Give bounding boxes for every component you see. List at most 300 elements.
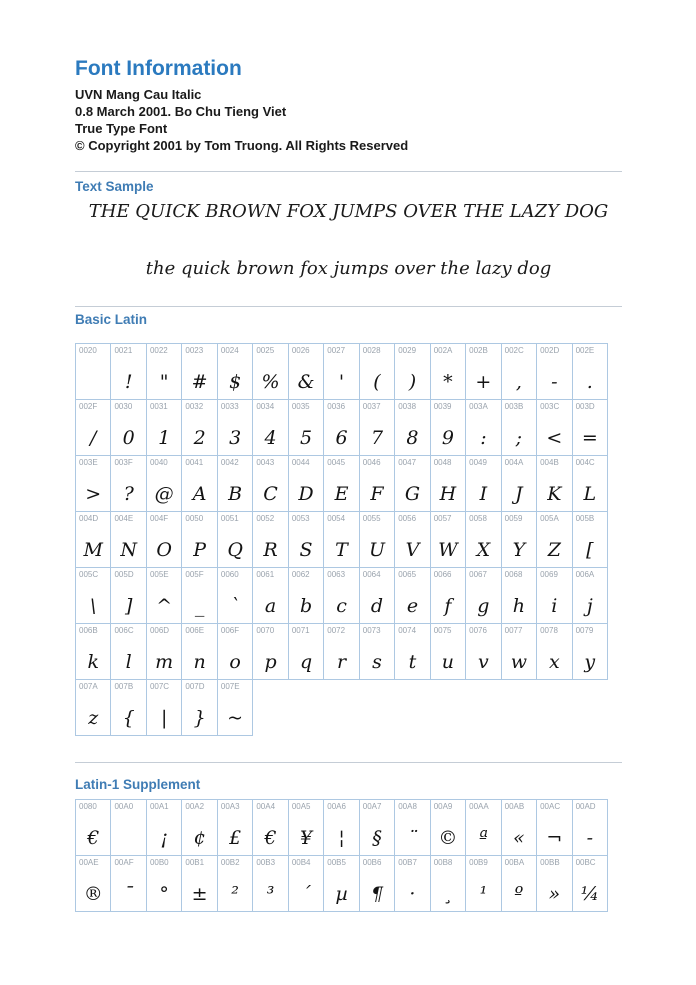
glyph: ) [408,371,417,393]
glyph: B [228,483,243,505]
glyph-cell [110,399,146,456]
glyph: £ [229,827,242,849]
glyph-cell [110,343,146,400]
glyph: ? [123,483,134,505]
latin1-supplement-heading: Latin-1 Supplement [75,777,201,792]
glyph-cell [430,343,466,400]
glyph-cell [217,799,253,856]
codepoint-label: 0076 [469,626,487,635]
glyph-cell [181,623,217,680]
glyph: ! [124,371,133,393]
glyph-cell [359,623,395,680]
glyph: 3 [229,427,242,449]
glyph: f [444,595,452,617]
codepoint-label: 0055 [362,514,381,523]
codepoint-label: 0061 [256,570,275,579]
codepoint-label: 002C [504,346,524,355]
glyph: ¹ [479,883,488,905]
codepoint-label: 0058 [469,514,487,523]
codepoint-label: 0072 [327,626,346,635]
codepoint-label: 0039 [433,402,452,411]
glyph: } [193,707,206,729]
glyph-cell [430,511,466,568]
glyph: ¶ [370,883,384,905]
glyph-cell [394,567,430,624]
codepoint-label: 0068 [504,570,523,579]
codepoint-label: 00B3 [256,858,276,867]
glyph-cell [323,623,359,680]
glyph-cell [501,567,537,624]
glyph-cell [181,799,217,856]
font-type: True Type Font [75,121,168,136]
glyph-cell [110,679,146,736]
glyph-cell [501,799,537,856]
codepoint-label: 00A7 [362,802,382,811]
codepoint-label: 006F [220,626,240,635]
divider [75,171,622,172]
codepoint-label: 007D [185,682,205,691]
codepoint-label: 00AB [504,802,525,811]
codepoint-label: 0057 [433,514,452,523]
glyph: § [372,827,382,849]
glyph: I [479,483,488,505]
glyph-cell [323,343,359,400]
codepoint-label: 00B0 [149,858,169,867]
codepoint-label: 00B6 [362,858,382,867]
glyph: ¥ [300,827,313,849]
glyph-cell [217,399,253,456]
codepoint-label: 00A1 [149,802,169,811]
glyph: i [551,595,558,617]
glyph: [ [586,539,594,561]
glyph: + [475,371,492,393]
glyph-table-row [75,623,622,680]
codepoint-label: 00A4 [256,802,276,811]
glyph: Y [512,539,526,561]
codepoint-label: 0044 [291,458,310,467]
codepoint-label: 0023 [185,346,204,355]
glyph-cell [252,799,288,856]
glyph-cell [430,455,466,512]
glyph-cell [323,455,359,512]
glyph: | [160,707,168,729]
glyph: e [406,595,419,617]
glyph: , [515,371,522,393]
codepoint-label: 00B9 [469,858,488,867]
glyph-cell [536,855,572,912]
glyph-cell [146,343,182,400]
glyph-cell [430,623,466,680]
codepoint-label: 00A0 [114,802,134,811]
glyph-cell [252,399,288,456]
glyph: · [409,883,416,905]
codepoint-label: 006D [149,626,170,635]
glyph: m [155,651,174,673]
glyph: ² [231,883,239,905]
glyph-cell [252,343,288,400]
codepoint-label: 005B [575,514,595,523]
glyph: 1 [158,427,171,449]
glyph: ~ [227,707,244,729]
glyph: C [263,483,278,505]
codepoint-label: 007E [220,682,240,691]
glyph: 2 [193,427,206,449]
glyph-cell [181,343,217,400]
glyph: 7 [370,427,384,449]
glyph-cell [252,623,288,680]
glyph-table-row [75,343,622,400]
codepoint-label: 0022 [149,346,168,355]
codepoint-label: 006C [114,626,134,635]
glyph-cell [359,511,395,568]
codepoint-label: 0069 [540,570,558,579]
glyph-cell [430,567,466,624]
glyph: ] [124,595,133,617]
glyph-cell [110,799,146,856]
codepoint-label: 0080 [79,802,97,811]
glyph: < [546,427,563,449]
glyph-cell [501,399,537,456]
font-name: UVN Mang Cau Italic [75,87,202,102]
codepoint-label: 00AF [114,858,134,867]
codepoint-label: 0049 [469,458,487,467]
glyph: z [88,707,99,729]
glyph-cell [536,343,572,400]
glyph-cell [75,623,111,680]
codepoint-label: 0032 [185,402,204,411]
codepoint-label: 0021 [114,346,133,355]
glyph: A [192,483,207,505]
codepoint-label: 0033 [220,402,239,411]
glyph: ¬ [546,827,563,849]
glyph: ¯ [123,883,134,905]
glyph-cell [536,511,572,568]
glyph: q [299,651,313,673]
sample-text-lowercase: the quick brown fox jumps over the lazy dog [145,258,552,279]
glyph-cell [110,567,146,624]
glyph: 0 [122,427,135,449]
glyph: U [368,539,385,561]
codepoint-label: 00B5 [327,858,346,867]
glyph: P [193,539,207,561]
basic-latin-glyph-table [75,343,622,735]
codepoint-label: 0027 [327,346,346,355]
glyph-cell [288,343,324,400]
glyph: # [191,371,208,393]
glyph: k [87,651,99,673]
codepoint-label: 006E [185,626,205,635]
glyph-table-row [75,855,622,912]
glyph: W [438,539,458,561]
glyph-cell [217,679,253,736]
glyph-cell [394,855,430,912]
glyph: ® [83,883,103,905]
codepoint-label: 0030 [114,402,133,411]
codepoint-label: 0038 [398,402,417,411]
codepoint-label: 002D [540,346,560,355]
glyph: D [298,483,314,505]
divider [75,306,622,307]
codepoint-label: 0052 [256,514,275,523]
glyph-cell [181,455,217,512]
glyph-cell [572,799,608,856]
glyph: l [125,651,132,673]
glyph: E [334,483,349,505]
glyph-cell [536,623,572,680]
glyph: x [548,651,560,673]
glyph: º [514,883,524,905]
glyph-cell [217,855,253,912]
codepoint-label: 0075 [433,626,452,635]
codepoint-label: 00BB [540,858,560,867]
codepoint-label: 003E [79,458,98,467]
glyph: « [513,827,525,849]
codepoint-label: 00B1 [185,858,205,867]
glyph-cell [465,399,501,456]
codepoint-label: 0045 [327,458,346,467]
glyph-cell [181,855,217,912]
glyph-cell [359,399,395,456]
glyph: h [512,595,525,617]
glyph-cell [252,855,288,912]
glyph-cell [501,855,537,912]
codepoint-label: 0071 [291,626,310,635]
codepoint-label: 00A5 [291,802,311,811]
codepoint-label: 0025 [256,346,275,355]
codepoint-label: 00B7 [398,858,417,867]
glyph: v [478,651,489,673]
glyph-cell [323,511,359,568]
codepoint-label: 004C [575,458,595,467]
text-sample-heading: Text Sample [75,179,154,194]
codepoint-label: 0051 [220,514,239,523]
codepoint-label: 00BA [504,858,525,867]
glyph: g [477,595,490,617]
glyph-cell [572,455,608,512]
codepoint-label: 0046 [362,458,381,467]
codepoint-label: 0078 [540,626,558,635]
glyph: w [510,651,527,673]
glyph-cell [75,399,111,456]
glyph: ³ [266,883,275,905]
codepoint-label: 0050 [185,514,204,523]
glyph: ° [159,883,169,905]
codepoint-label: 006A [575,570,595,579]
glyph-cell [217,511,253,568]
glyph-cell [181,567,217,624]
glyph-cell [75,855,111,912]
glyph: - [586,827,593,849]
codepoint-label: 0041 [185,458,204,467]
codepoint-label: 0074 [398,626,417,635]
codepoint-label: 0054 [327,514,346,523]
glyph-cell [359,567,395,624]
glyph-cell [217,567,253,624]
glyph-cell [217,623,253,680]
codepoint-label: 005C [79,570,99,579]
glyph-cell [323,855,359,912]
glyph: ª [478,827,488,849]
codepoint-label: 00AD [575,802,596,811]
codepoint-label: 0034 [256,402,275,411]
codepoint-label: 002F [79,402,98,411]
glyph: . [586,371,593,393]
codepoint-label: 004B [540,458,559,467]
codepoint-label: 005D [114,570,134,579]
glyph-cell [323,399,359,456]
glyph: d [370,595,384,617]
glyph: ¸ [443,883,453,905]
glyph-cell [394,799,430,856]
glyph-cell [288,799,324,856]
glyph-cell [146,567,182,624]
glyph-cell [430,799,466,856]
glyph-cell [394,511,430,568]
glyph: n [193,651,206,673]
glyph: µ [335,883,348,905]
codepoint-label: 0077 [504,626,523,635]
glyph: J [515,483,523,505]
glyph: ` [230,595,240,617]
sample-text-uppercase: THE QUICK BROWN FOX JUMPS OVER THE LAZY DOG [88,201,609,222]
codepoint-label: 002A [433,346,453,355]
glyph-cell [359,855,395,912]
glyph-cell [465,511,501,568]
glyph-cell [323,799,359,856]
glyph-cell [359,799,395,856]
glyph: j [586,595,593,617]
codepoint-label: 00B8 [433,858,453,867]
glyph: ¦ [338,827,345,849]
glyph-cell [465,455,501,512]
glyph-cell [572,567,608,624]
glyph: r [336,651,347,673]
glyph: : [480,427,487,449]
glyph: p [264,651,277,673]
glyph-cell [501,623,537,680]
glyph-cell [110,855,146,912]
glyph: ¼ [580,883,599,905]
glyph-cell [572,343,608,400]
glyph: 6 [335,427,348,449]
glyph: 4 [264,427,277,449]
glyph: > [85,483,102,505]
codepoint-label: 003D [575,402,595,411]
codepoint-label: 003B [504,402,524,411]
glyph-cell [146,511,182,568]
glyph-cell [501,511,537,568]
codepoint-label: 0073 [362,626,381,635]
glyph: o [229,651,241,673]
codepoint-label: 0020 [79,346,97,355]
glyph-cell [288,455,324,512]
glyph-cell [252,567,288,624]
glyph-cell [217,343,253,400]
glyph-cell [359,343,395,400]
glyph-cell [394,455,430,512]
glyph: Q [227,539,243,561]
glyph: O [156,539,172,561]
glyph-cell [146,799,182,856]
glyph-cell [110,623,146,680]
codepoint-label: 006B [79,626,98,635]
codepoint-label: 0036 [327,402,346,411]
glyph: { [122,707,135,729]
codepoint-label: 00B2 [220,858,240,867]
codepoint-label: 00A9 [433,802,453,811]
glyph-cell [536,455,572,512]
glyph: u [441,651,455,673]
codepoint-label: 0028 [362,346,381,355]
glyph: © [438,827,458,849]
codepoint-label: 00A2 [185,802,205,811]
codepoint-label: 004D [79,514,99,523]
glyph-cell [146,455,182,512]
glyph: 8 [406,427,419,449]
codepoint-label: 00A3 [220,802,240,811]
glyph-cell [536,799,572,856]
codepoint-label: 0042 [220,458,239,467]
glyph: " [159,371,169,393]
glyph: € [87,827,100,849]
glyph-cell [465,343,501,400]
glyph-cell [465,567,501,624]
codepoint-label: 0024 [220,346,239,355]
codepoint-label: 002B [469,346,488,355]
glyph-cell [181,679,217,736]
glyph: b [299,595,313,617]
codepoint-label: 0048 [433,458,452,467]
glyph: ' [338,371,345,393]
glyph: L [583,483,597,505]
codepoint-label: 00AC [540,802,561,811]
codepoint-label: 004A [504,458,524,467]
codepoint-label: 0053 [291,514,310,523]
codepoint-label: 0056 [398,514,417,523]
codepoint-label: 0029 [398,346,417,355]
glyph-cell [252,455,288,512]
glyph-cell [572,855,608,912]
codepoint-label: 00A8 [398,802,417,811]
glyph: K [547,483,562,505]
codepoint-label: 002E [575,346,595,355]
glyph-cell [394,343,430,400]
glyph: ^ [156,595,173,617]
glyph-table-row [75,679,622,736]
divider [75,762,622,763]
glyph: ( [373,371,381,393]
glyph-cell [288,511,324,568]
glyph: € [264,827,277,849]
glyph-cell [572,623,608,680]
glyph: = [581,427,598,449]
glyph: c [336,595,347,617]
codepoint-label: 00B4 [291,858,311,867]
glyph: t [408,651,417,673]
glyph-cell [75,343,111,400]
glyph-cell [252,511,288,568]
codepoint-label: 0063 [327,570,346,579]
codepoint-label: 0066 [433,570,452,579]
glyph: R [263,539,278,561]
codepoint-label: 0060 [220,570,239,579]
glyph: a [264,595,277,617]
glyph: N [120,539,138,561]
glyph-cell [394,623,430,680]
glyph-table-row [75,799,622,856]
codepoint-label: 004E [114,514,134,523]
codepoint-label: 007C [149,682,170,691]
